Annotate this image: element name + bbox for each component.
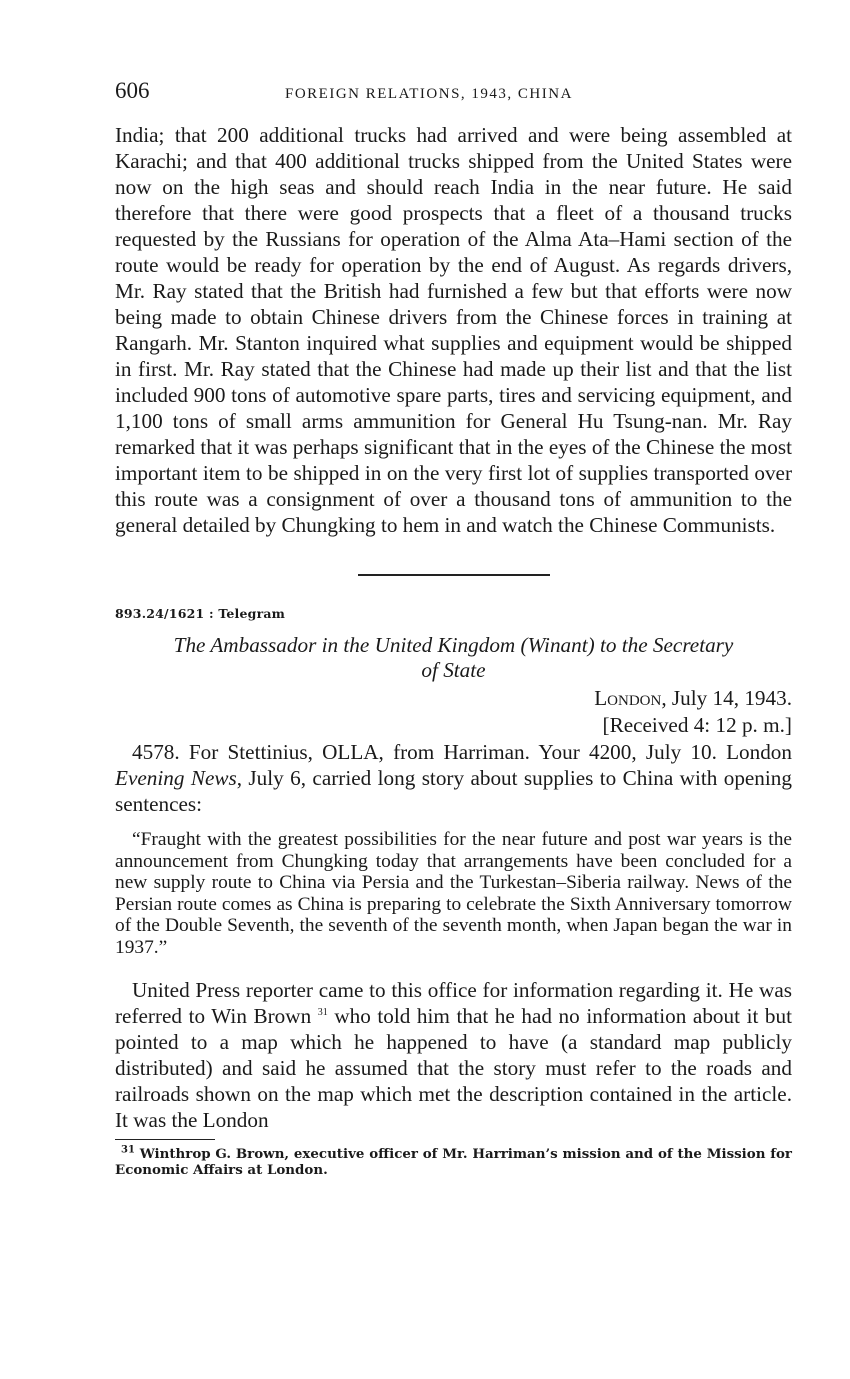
section-divider: [358, 574, 550, 576]
telegram-paragraph-2-start: United Press reporter came to this office for information regarding it. He was referred to Win Brown: [115, 978, 792, 1029]
newspaper-title: Evening News: [115, 766, 237, 790]
telegram-paragraph-2: [115, 977, 792, 1133]
page-number: 606: [115, 78, 150, 103]
document-file-id: 893.24/1621 : Telegram: [115, 606, 286, 621]
footnote: [115, 1146, 792, 1178]
dateline-place: London: [594, 686, 662, 710]
telegram-paragraph-1: [115, 739, 792, 817]
quoted-news-excerpt: “Fraught with the greatest possibilities for the near future and post war years is the announcement from Chungking today that arrangements have been concluded for a new supply route to China via Persia and the Turkestan–Siberia railway. News of the Persian route comes as China is preparing to celebrate the Sixth Anniversary tomorrow of the Double Seventh, the seventh of the seventh month, when Japan began the war in 1937.”: [115, 829, 792, 958]
document-title-line-2: of State: [421, 658, 486, 682]
running-title: FOREIGN RELATIONS, 1943, CHINA: [285, 86, 573, 102]
footnote-number: 31: [121, 1144, 135, 1156]
running-head: [115, 78, 792, 108]
footnote-divider: [115, 1139, 215, 1140]
dateline: [115, 685, 792, 739]
footnote-reference[interactable]: 31: [317, 1007, 328, 1019]
dateline-day: , July 14, 1943.: [661, 686, 792, 710]
continued-paragraph: India; that 200 additional trucks had arrived and were being assembled at Karachi; and that 400 additional trucks shipped from the United States were now on the high seas and should reach India in the near future. He said therefore that there were good prospects that a fleet of a thousand trucks requested by the Russians for operation of the Alma Ata–Hami section of the route would be ready for operation by the end of August. As regards drivers, Mr. Ray stated that the British had furnished a few but that efforts were now being made to obtain Chinese drivers from the Chinese forces in training at Rangarh. Mr. Stanton inquired what supplies and equipment would be shipped in first. Mr. Ray stated that the Chinese had made up their list and that the list included 900 tons of automotive spare parts, tires and servicing equipment, and 1,100 tons of small arms ammunition for General Hu Tsung-nan. Mr. Ray remarked that it was perhaps significant that in the eyes of the Chinese the most important item to be shipped in on the very first lot of supplies transported over this route was a consignment of over a thousand tons of ammunition to the general detailed by Chungking to hem in and watch the Chinese Communists.: [115, 123, 792, 537]
telegram-paragraph-1-end: , July 6, carried long story about supplies to China with opening sentences:: [115, 766, 792, 816]
document-title-line-1: The Ambassador in the United Kingdom (Winant) to the Secretary: [173, 633, 734, 657]
dateline-date: [115, 685, 792, 712]
telegram-paragraph-2-end: who told him that he had no information about it but pointed to a map which he happened to have (a standard map publicly distributed) and said he assumed that the story must refer to the roads and railroads shown on the map which met the description contained in the article. It was the London: [115, 1004, 792, 1133]
telegram-paragraph-1-start: 4578. For Stettinius, OLLA, from Harriman. Your 4200, July 10. London: [132, 740, 792, 764]
dateline-received: [Received 4: 12 p. m.]: [602, 713, 792, 737]
page: [115, 78, 792, 1192]
document-title: [115, 633, 792, 683]
footnote-text: Winthrop G. Brown, executive officer of Mr. Harriman’s mission and of the Mission for Economic Affairs at London.: [115, 1146, 792, 1179]
